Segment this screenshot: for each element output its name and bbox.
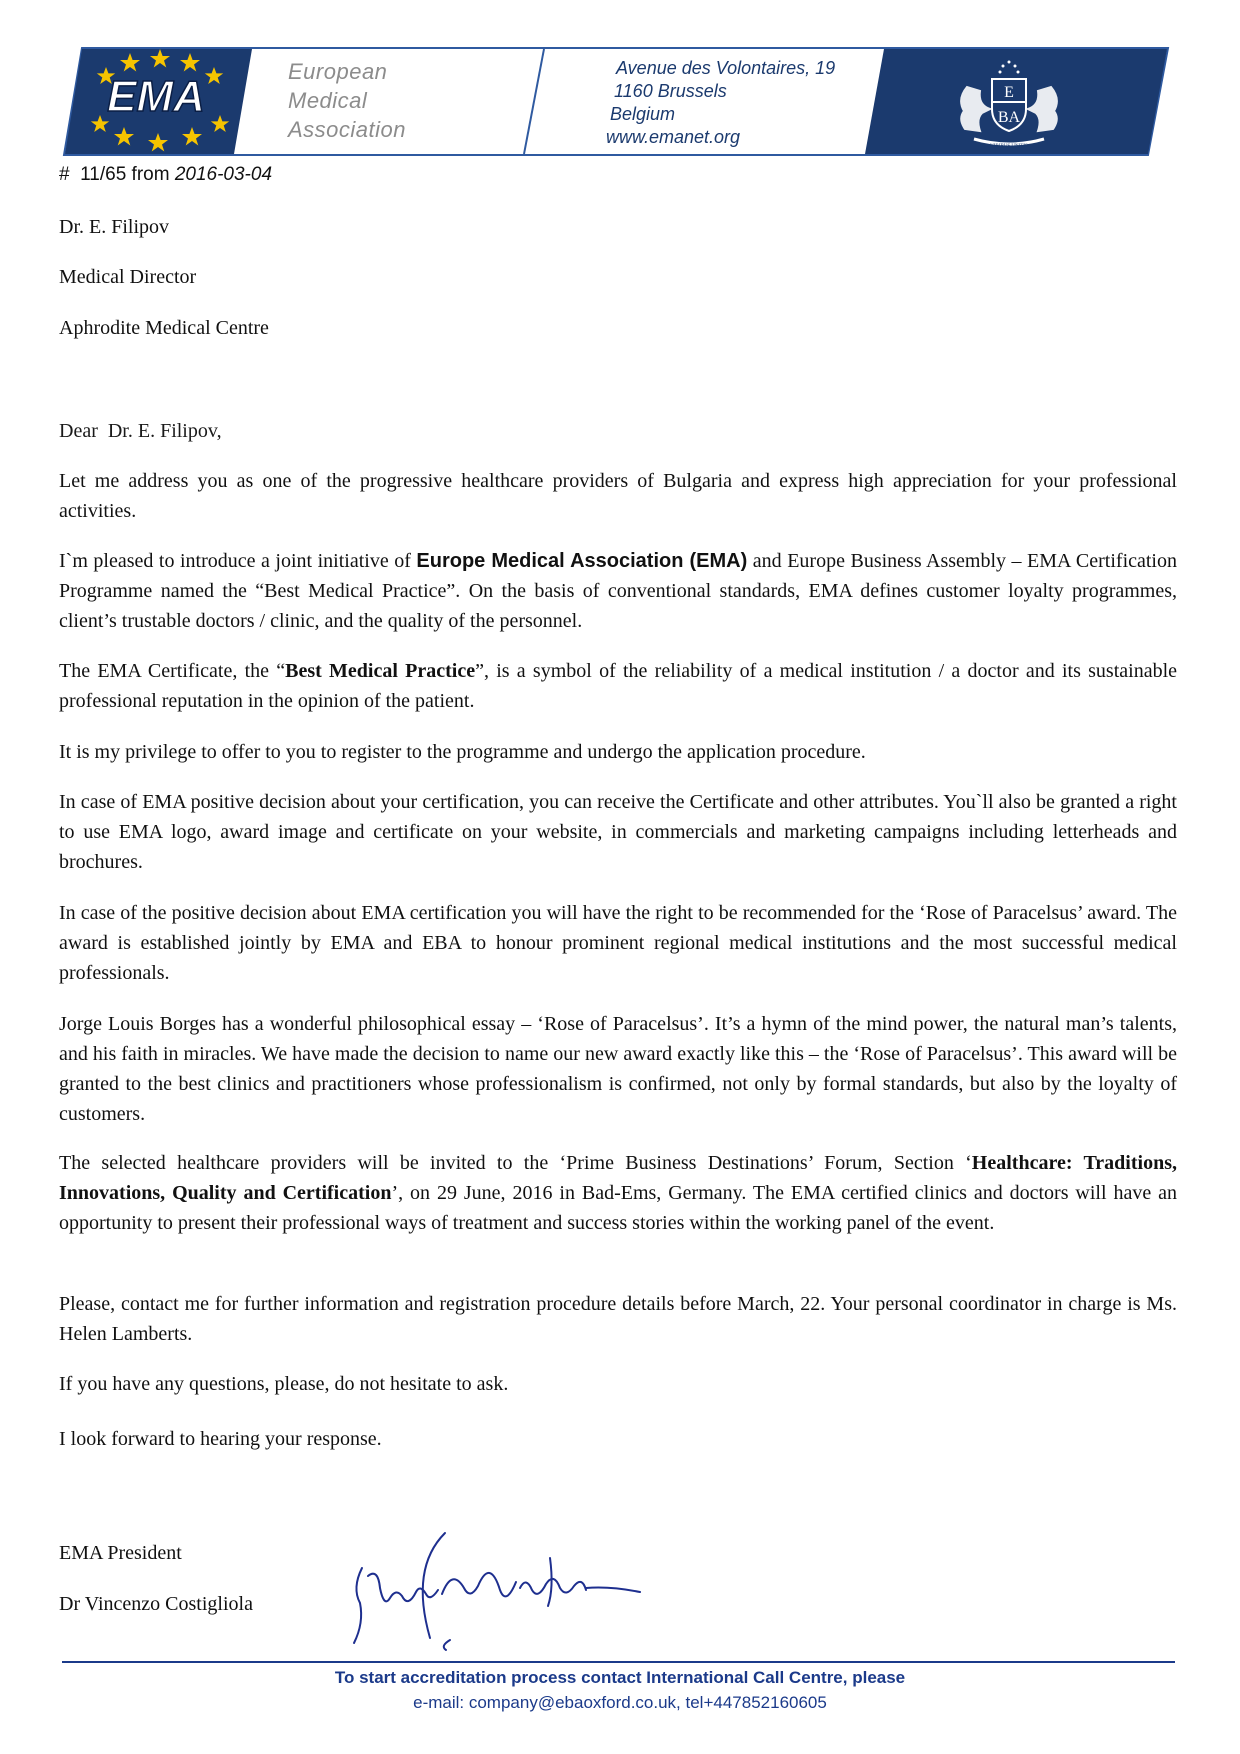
- emphasis-section: Healthcare: Traditions, Innovations, Quality and Certification: [59, 1152, 1177, 1204]
- ema-logo-text: EMA: [107, 72, 205, 121]
- salutation: Dear Dr. E. Filipov,: [59, 420, 222, 442]
- text-run: The EMA Certificate, the “: [59, 660, 286, 682]
- org-line: Association: [288, 117, 407, 142]
- emphasis-ema: Europe Medical Association (EMA): [416, 550, 748, 572]
- signer-name: Dr Vincenzo Costigliola: [59, 1593, 253, 1615]
- organization-name: [288, 57, 406, 144]
- recipient-organization: Aphrodite Medical Centre: [59, 317, 269, 339]
- paragraph-questions: If you have any questions, please, do not hesitate to ask.: [59, 1373, 509, 1395]
- paragraph-intro: Let me address you as one of the progressive healthcare providers of Bulgaria and express high appreciation for your professional activities.: [59, 470, 1177, 522]
- paragraph-forum: [59, 1148, 1177, 1238]
- paragraph-certificate: [59, 656, 1177, 716]
- crest-motto: VIRIBUS UNITIS: [990, 144, 1028, 149]
- reference-number: # 11/65 from: [59, 164, 175, 185]
- text-run: ’, on 29 June, 2016 in Bad-Ems, Germany. The EMA certified clinics and doctors will have an opportunity to present their professional ways of treatment and success stories within the working panel of the event.: [59, 1182, 1178, 1234]
- paragraph-borges: Jorge Louis Borges has a wonderful philosophical essay – ‘Rose of Paracelsus’. It’s a hymn of the mind power, the natural man’s talents, and his faith in miracles. We have made the decision to name our new award exactly like this – the ‘Rose of Paracelsus’. This award will be granted to the best clinics and practitioners whose professionalism is confirmed, not only by formal standards, but also by the loyalty of customers.: [59, 1013, 1177, 1125]
- letterhead-banner: [62, 47, 1172, 157]
- footer-contact[interactable]: e-mail: company@ebaoxford.co.uk, tel+447852160605: [413, 1693, 827, 1712]
- crest-letters-ba: BA: [997, 109, 1021, 126]
- handwritten-signature: [350, 1528, 650, 1658]
- paragraph-offer: It is my privilege to offer to you to register to the programme and undergo the application procedure.: [59, 741, 866, 763]
- address-city: 1160 Brussels: [614, 81, 727, 101]
- text-run: The selected healthcare providers will be invited to the ‘Prime Business Destinations’ Forum, Section ‘: [59, 1152, 972, 1174]
- paragraph-positive-decision: In case of EMA positive decision about your certification, you can receive the Certificate and other attributes. You`ll also be granted a right to use EMA logo, award image and certificate on your website, in commercials and marketing campaigns including letterheads and brochures.: [59, 791, 1177, 873]
- footer-call-to-action: To start accreditation process contact International Call Centre, please: [334, 1668, 906, 1687]
- paragraph-contact: Please, contact me for further information and registration procedure details before March, 22. Your personal coordinator in charge is Ms. Helen Lamberts.: [59, 1293, 1177, 1345]
- address-block: [606, 57, 835, 149]
- text-run: ”, is a symbol of the reliability of a medical institution / a doctor and its sustainable professional reputation in the opinion of the patient.: [59, 660, 1178, 712]
- reference-line: [59, 164, 272, 186]
- website-link[interactable]: www.emanet.org: [606, 127, 741, 147]
- emphasis-best-practice: Best Medical Practice: [285, 660, 476, 682]
- reference-date: 2016-03-04: [174, 164, 273, 185]
- org-line: Medical: [288, 88, 368, 113]
- text-run: and Europe Business Assembly – EMA Certification Programme named the “Best Medical Practice”. On the basis of conventional standards, EMA defines customer loyalty programmes, client’s trustable doctors / clinic, and the quality of the personnel.: [59, 550, 1177, 632]
- recipient-name: Dr. E. Filipov: [59, 216, 170, 238]
- text-run: I`m pleased to introduce a joint initiative of: [59, 550, 417, 572]
- recipient-title: Medical Director: [59, 266, 197, 288]
- address-street: Avenue des Volontaires, 19: [616, 58, 836, 78]
- footer-divider: [62, 1661, 1175, 1663]
- signer-title: EMA President: [59, 1542, 182, 1564]
- address-country: Belgium: [610, 104, 676, 124]
- org-line: European: [288, 59, 388, 84]
- paragraph-closing: I look forward to hearing your response.: [59, 1428, 382, 1450]
- paragraph-rose-award: In case of the positive decision about EMA certification you will have the right to be recommended for the ‘Rose of Paracelsus’ award. The award is established jointly by EMA and EBA to honour prominent regional medical institutions and the most successful medical professionals.: [59, 902, 1177, 984]
- crest-letter-e: E: [1004, 84, 1014, 101]
- paragraph-initiative: [59, 546, 1177, 636]
